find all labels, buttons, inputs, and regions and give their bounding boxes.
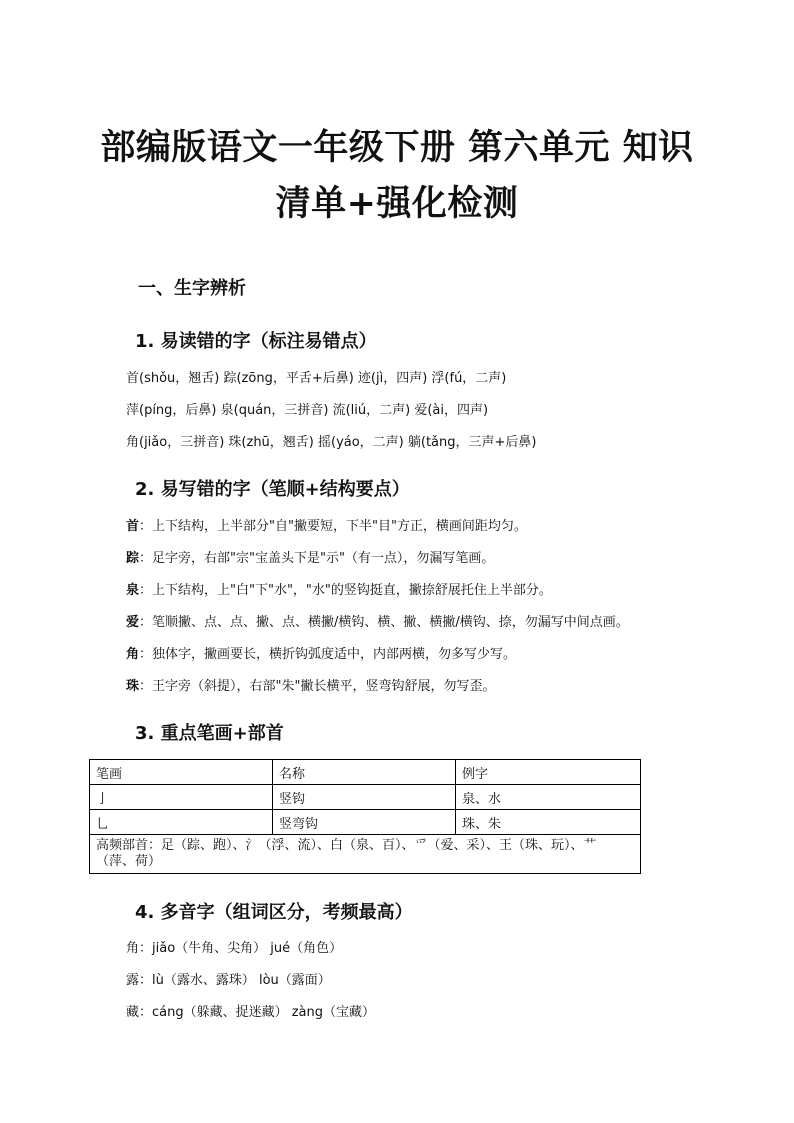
pinyin-line: 萍(píng，后鼻) 泉(quán，三拼音) 流(liú，二声) 爱(ài，四声) <box>126 403 489 418</box>
table-cell: 亅 <box>90 785 273 810</box>
table-header-cell: 名称 <box>273 760 456 785</box>
section-heading-character-analysis: 一、生字辨析 <box>138 278 246 299</box>
writing-tip-item <box>126 579 552 598</box>
writing-tip-char: 首 <box>126 519 140 534</box>
writing-tip-item <box>126 611 629 630</box>
subheading-misread-characters: 1. 易读错的字（标注易错点） <box>135 331 377 352</box>
table-footer-row <box>90 835 641 874</box>
writing-tip-text: ：独体字，撇画要长，横折钩弧度适中，内部两横，勿多写少写。 <box>139 647 517 662</box>
writing-tip-item <box>126 547 494 566</box>
writing-tip-char: 踪 <box>126 551 140 566</box>
polyphone-line: 角：jiǎo（牛角、尖角） jué（角色） <box>126 941 343 956</box>
writing-tip-text: ：上下结构，上半部分"自"撇要短，下半"目"方正，横画间距均匀。 <box>139 519 527 534</box>
writing-tip-char: 角 <box>126 647 140 662</box>
polyphone-line: 藏：cáng（躲藏、捉迷藏） zàng（宝藏） <box>126 1005 376 1020</box>
writing-tip-text: ：王字旁（斜提），右部"朱"撇长横平，竖弯钩舒展，勿写歪。 <box>139 679 496 694</box>
pinyin-line: 首(shǒu，翘舌) 踪(zōng，平舌+后鼻) 迹(jì，四声) 浮(fú，二声) <box>126 371 507 386</box>
table-cell: 泉、水 <box>456 785 641 810</box>
pinyin-line: 角(jiǎo，三拼音) 珠(zhū，翘舌) 摇(yáo，二声) 躺(tǎng，三声+后鼻) <box>126 435 537 450</box>
table-cell: 竖弯钩 <box>273 810 456 835</box>
radicals-summary-cell: 高频部首：足（踪、跑）、氵（浮、流）、白（泉、百）、爫（爱、采）、王（珠、玩）、艹（萍、荷） <box>90 835 641 874</box>
table-header-row <box>90 760 641 785</box>
writing-tip-char: 珠 <box>126 679 140 694</box>
table-header-cell: 笔画 <box>90 760 273 785</box>
table-cell: 竖钩 <box>273 785 456 810</box>
writing-tip-text: ：足字旁，右部"宗"宝盖头下是"示"（有一点），勿漏写笔画。 <box>139 551 495 566</box>
writing-tip-char: 泉 <box>126 583 140 598</box>
strokes-table <box>89 759 641 874</box>
writing-tip-item <box>126 515 527 534</box>
writing-tip-text: ：上下结构，上"白"下"水"，"水"的竖钩挺直，撇捺舒展托住上半部分。 <box>139 583 552 598</box>
writing-tip-item <box>126 675 495 694</box>
document-title-line2: 清单+强化检测 <box>275 184 519 224</box>
writing-tip-item <box>126 643 516 662</box>
table-cell: 珠、朱 <box>456 810 641 835</box>
writing-tip-char: 爱 <box>126 615 140 630</box>
subheading-strokes-radicals: 3. 重点笔画+部首 <box>135 723 284 744</box>
subheading-miswritten-characters: 2. 易写错的字（笔顺+结构要点） <box>135 479 410 500</box>
table-row <box>90 785 641 810</box>
table-row <box>90 810 641 835</box>
table-cell: 乚 <box>90 810 273 835</box>
polyphone-line: 露：lù（露水、露珠） lòu（露面） <box>126 973 331 988</box>
document-title-line1: 部编版语文一年级下册 第六单元 知识 <box>100 128 694 168</box>
table-header-cell: 例字 <box>456 760 641 785</box>
writing-tip-text: ：笔顺撇、点、点、撇、点、横撇/横钩、横、撇、横撇/横钩、捺，勿漏写中间点画。 <box>139 615 629 630</box>
subheading-polyphonic-characters: 4. 多音字（组词区分，考频最高） <box>135 902 413 923</box>
